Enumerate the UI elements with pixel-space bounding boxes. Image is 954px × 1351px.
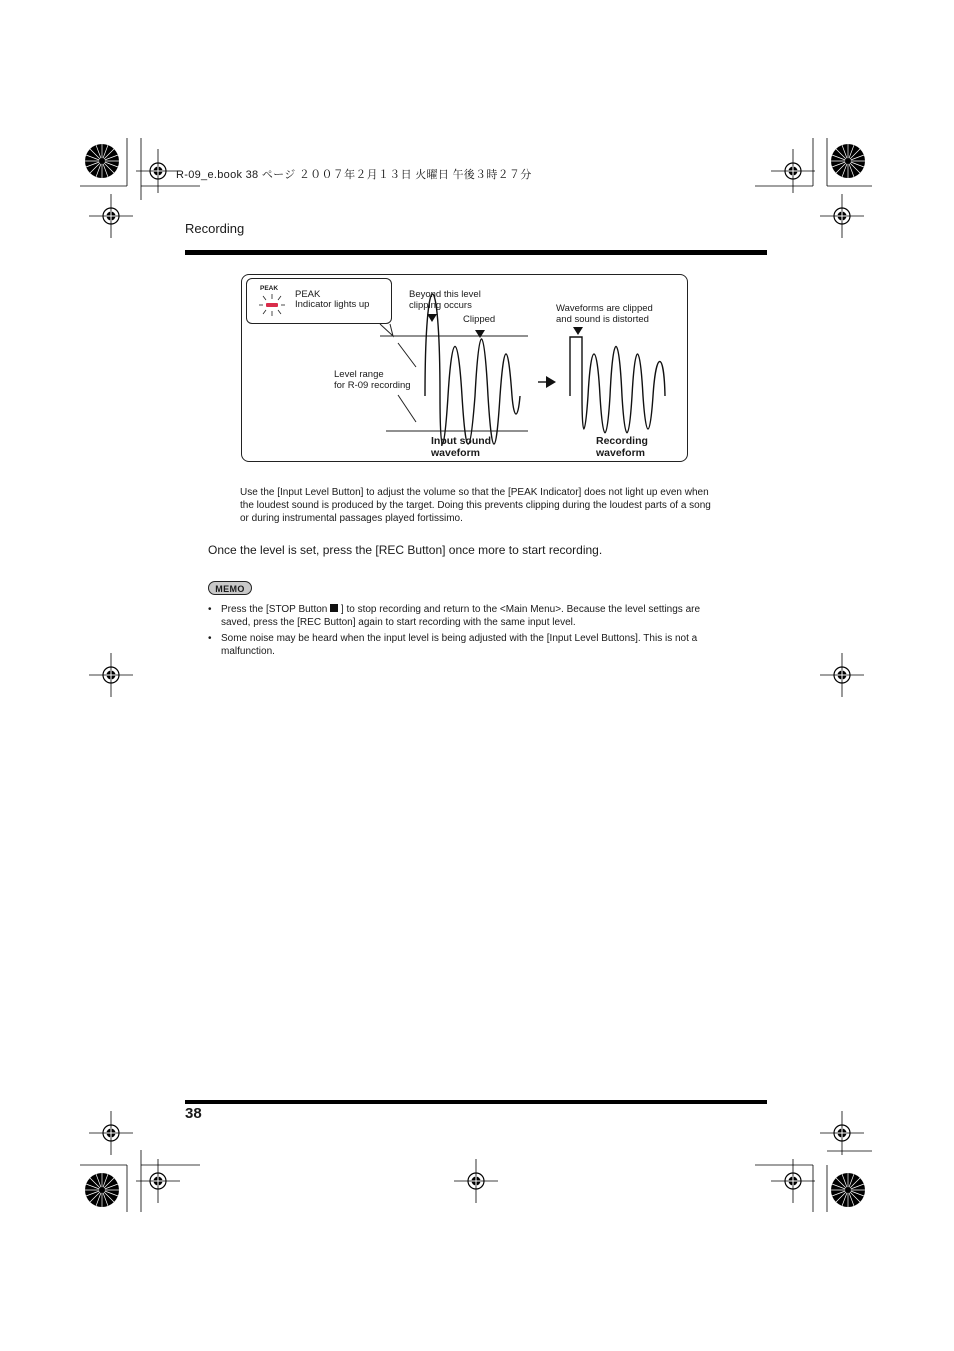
memo-text-part: ] to stop recording and return to the <Main Menu>. Because the level settings are saved, press the [REC Button] again to start recording with the same input level. — [221, 604, 701, 628]
clipped-label: Clipped — [463, 314, 496, 325]
memo-text: Some noise may be heard when the input level is being adjusted with the [Input Level Buttons]. This is not a malfunction. — [221, 633, 698, 657]
figure-caption: Use the [Input Level Button] to adjust the volume so that the [PEAK Indicator] does not light up even when the loudest sound is produced by the target. Doing this prevents clipping during the loudest parts of a song or during instrumental passages played fortissimo. — [240, 487, 711, 524]
distorted-arrow-icon — [573, 327, 583, 335]
file-header: R-09_e.book 38 ページ ２００７年２月１３日 火曜日 午後３時２７分 — [176, 169, 532, 181]
memo-badge: MEMO — [208, 581, 252, 595]
clipped-arrow-icon — [475, 330, 485, 338]
peak-led-label: PEAK — [260, 285, 279, 292]
recording-waveform — [570, 337, 665, 433]
waveforms-clipped-label: Waveforms are clipped and sound is distorted — [556, 303, 653, 325]
level-range-label: Level range for R-09 recording — [334, 369, 411, 391]
peak-title: PEAK — [295, 289, 321, 300]
bullet: • — [208, 604, 212, 615]
beyond-level-arrow-icon — [427, 314, 437, 322]
peak-led-icon — [257, 293, 287, 323]
page-number: 38 — [185, 1105, 202, 1122]
beyond-level-label: Beyond this level clipping occurs — [409, 289, 481, 311]
memo-text-part: Press the [STOP Button — [221, 604, 331, 615]
footer-rule — [185, 1100, 767, 1104]
section-title: Recording — [185, 221, 245, 236]
stop-square-icon — [330, 604, 338, 612]
recording-waveform-label: Recording waveform — [596, 435, 648, 459]
peak-desc: Indicator lights up — [295, 299, 370, 310]
peak-callout — [246, 278, 392, 324]
input-waveform-label: Input sound waveform — [431, 435, 492, 459]
body-paragraph: Once the level is set, press the [REC Button] once more to start recording. — [208, 543, 603, 557]
bullet: • — [208, 633, 212, 644]
